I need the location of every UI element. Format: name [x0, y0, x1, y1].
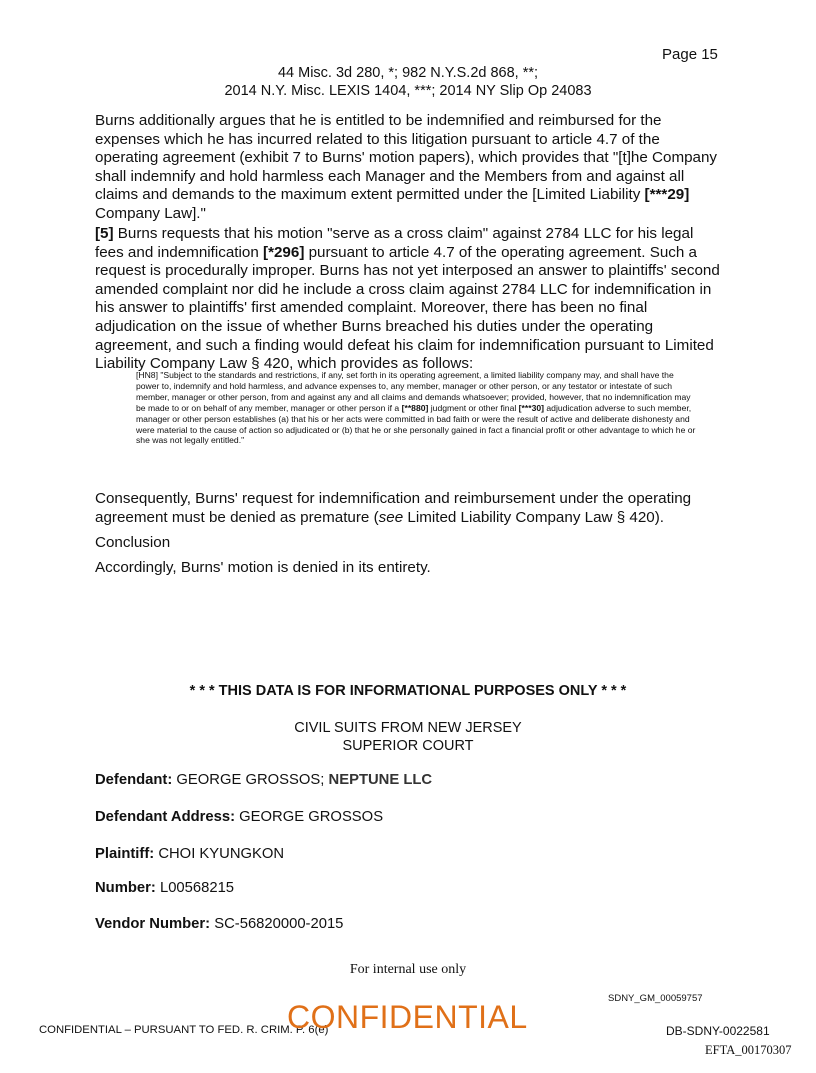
- internal-use-note: For internal use only: [349, 962, 467, 977]
- number-label: Number:: [95, 880, 156, 896]
- confidential-footer: CONFIDENTIAL – PURSUANT TO FED. R. CRIM. P. 6(e): [39, 1024, 329, 1036]
- quote-text: adjudication adverse to such member, manager or other person establishes (a) that his or her acts were committed in bad faith or were the result of active and deliberate dishonesty and were material to the cause of action so adjudicated or (b) that he or she personally gained in fact a financial profit or other advantage to which he or she was not legally entitled.": [136, 402, 696, 446]
- quote-text: judgment or other final: [428, 402, 519, 413]
- bates-number: SDNY_GM_00059757: [608, 993, 703, 1004]
- paragraph-indemnification-argument: [95, 112, 720, 224]
- source-line-2: SUPERIOR COURT: [342, 738, 474, 754]
- page-marker: [***30]: [518, 402, 544, 413]
- conclusion-heading: Conclusion: [95, 534, 171, 551]
- address-label: Defendant Address:: [95, 809, 236, 825]
- paragraph-text: Burns requests that his motion "serve as a cross claim" against 2784 LLC for his legal fees and indemnification: [95, 225, 694, 261]
- statute-quote: [136, 370, 696, 446]
- paragraph-conclusion: Accordingly, Burns' motion is denied in its entirety.: [95, 559, 431, 576]
- defendant-value: GEORGE GROSSOS;: [176, 772, 329, 788]
- signal-see: see: [378, 508, 404, 526]
- source-line-1: CIVIL SUITS FROM NEW JERSEY: [294, 720, 522, 736]
- paragraph-consequently: [95, 490, 720, 527]
- paragraph-text: Burns additionally argues that he is entitled to be indemnified and reimbursed for the expenses which he has incurred related to this litigation pursuant to article 4.7 of the operating agreement (exhibit 7 to Burns' motion papers), which provides that "[t]he Company shall indemnify and hold harmless each Manager and the Members from and against all claims and demands to the maximum extent permitted under the [Limited Liability: [95, 112, 718, 204]
- informational-notice: * * * THIS DATA IS FOR INFORMATIONAL PURPOSES ONLY * * *: [189, 683, 627, 699]
- confidential-stamp: CONFIDENTIAL: [287, 999, 528, 1035]
- document-id: DB-SDNY-0022581: [666, 1024, 770, 1038]
- page-number: Page 15: [662, 46, 718, 63]
- defendant-address-field: [95, 809, 383, 825]
- paragraph-text: Company Law].": [95, 204, 206, 222]
- citation-line-1: 44 Misc. 3d 280, *; 982 N.Y.S.2d 868, **;: [277, 65, 539, 81]
- vendor-number-field: [95, 916, 343, 932]
- plaintiff-field: [95, 846, 284, 862]
- defendant-label: Defendant:: [95, 772, 173, 788]
- paragraph-text: Limited Liability Company Law § 420).: [403, 508, 665, 526]
- number-value: L00568215: [159, 880, 235, 896]
- section-marker: [5]: [95, 225, 114, 242]
- plaintiff-value: CHOI KYUNGKON: [158, 846, 285, 862]
- defendant-value-2: NEPTUNE LLC: [328, 772, 433, 788]
- number-field: [95, 880, 234, 896]
- vendor-value: SC-56820000-2015: [214, 916, 344, 932]
- citation-line-2: 2014 N.Y. Misc. LEXIS 1404, ***; 2014 NY Slip Op 24083: [224, 83, 592, 99]
- paragraph-text: Consequently, Burns' request for indemnification and reimbursement under the operating agreement must be denied as premature (: [95, 490, 692, 526]
- paragraph-text: pursuant to article 4.7 of the operating agreement. Such a request is procedurally improper. Burns has not yet interposed an answer to plaintiffs' second amended complaint nor did he include a cross claim against 2784 LLC for indemnification in his answer to plaintiffs' first amended complaint. Moreover, there has been no final adjudication on the issue of whether Burns breached his duties under the operating agreement, and such a finding would defeat his claim for indemnification pursuant to Limited Liability Company Law § 420, which provides as follows:: [95, 243, 720, 373]
- page-marker: [***29]: [644, 186, 690, 204]
- efta-number: EFTA_00170307: [705, 1043, 792, 1057]
- page-marker: [*296]: [263, 243, 305, 261]
- paragraph-cross-claim: [95, 225, 720, 374]
- defendant-field: [95, 772, 432, 788]
- vendor-label: Vendor Number:: [95, 916, 211, 932]
- plaintiff-label: Plaintiff:: [95, 846, 155, 862]
- page-marker: [**880]: [401, 402, 429, 413]
- address-value: GEORGE GROSSOS: [239, 809, 384, 825]
- quote-text: [HN8] "Subject to the standards and restrictions, if any, set forth in its operating agreement, a limited liability company may, and shall have the power to, indemnify and hold harmless, and advance expenses to, any member, manager or other person, or any testator or intestate of such member, manager or other person, from and against any and all claims and demands whatsoever; provided, however, that no indemnification may be made to or on behalf of any member, manager or other person if a: [136, 370, 691, 413]
